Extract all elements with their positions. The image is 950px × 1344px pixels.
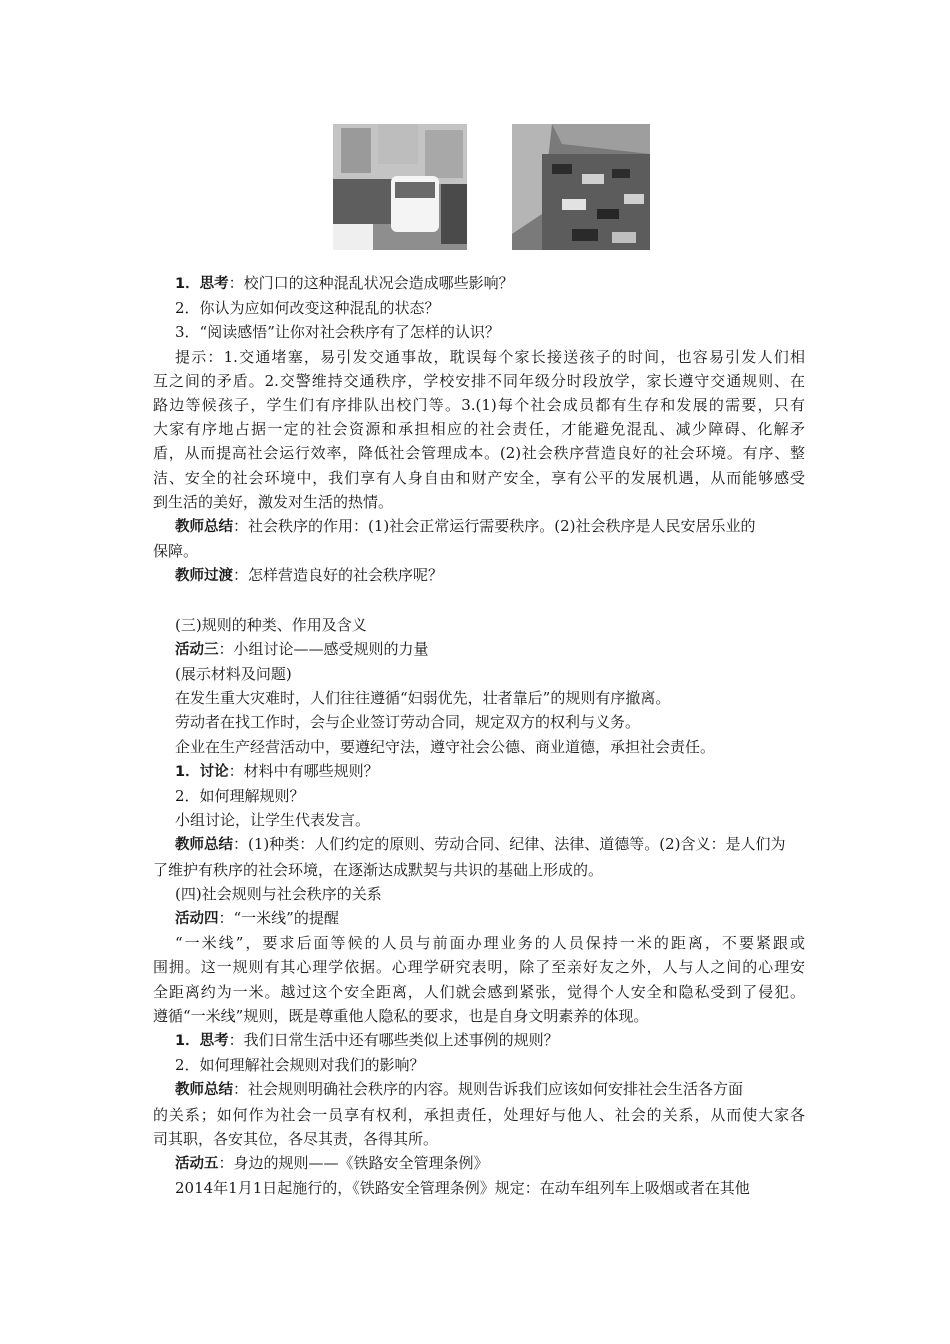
discuss-text: ：材料中有哪些规则？ (228, 761, 379, 780)
summary-line: 了维护有秩序的社会环境，在逐渐达成默契与共识的基础上形成的。 (153, 860, 604, 879)
hint-line: 路边等候孩子，学生们有序排队出校门等。3.(1)每个社会成员都有生存和发展的需要，只有 (153, 395, 805, 414)
summary-line: 保障。 (153, 542, 199, 561)
discussion-question (175, 759, 805, 784)
summary-label: 教师总结 (175, 837, 233, 854)
hint-line: 到生活的美好，激发对生活的热情。 (153, 492, 394, 511)
meter-line: “一米线”，要求后面等候的人员与前面办理业务的人员保持一米的距离，不要紧跟或 (175, 934, 805, 953)
influence-question: 2．如何理解社会规则对我们的影响？ (175, 1056, 425, 1075)
crowded-parking-photo (512, 124, 650, 250)
teacher-transition (175, 563, 805, 588)
summary-line: 司其职，各安其位，各尽其责，各得其所。 (153, 1129, 439, 1148)
teacher-summary-3 (175, 1077, 805, 1102)
discuss-label: 1．讨论 (175, 763, 229, 780)
hint-line: 盾，从而提高社会运行效率，降低社会管理成本。(2)社会秩序营造良好的社会环境。有序、整 (153, 444, 805, 463)
activity-text: ：身边的规则——《铁路安全管理条例》 (218, 1153, 489, 1172)
think-label: 1．思考 (175, 1032, 229, 1049)
summary-text: ：社会秩序的作用：(1)社会正常运行需要秩序。(2)社会秩序是人民安居乐业的 (233, 516, 756, 535)
photo-row (0, 124, 950, 250)
teacher-summary-2 (175, 832, 805, 857)
meter-line: 遵循“一米线”规则，既是尊重他人隐私的要求，也是自身文明素养的体现。 (153, 1006, 649, 1025)
activity-text: ：“一米线”的提醒 (218, 908, 339, 927)
transition-text: ：怎样营造良好的社会秩序呢？ (233, 566, 444, 585)
lesson-text (153, 271, 805, 1200)
hint-line: 洁、安全的社会环境中，我们享有人身自由和财产安全，享有公平的发展机遇，从而能够感受 (153, 468, 805, 487)
last-line: 2014年1月1日起施行的，《铁路安全管理条例》规定：在动车组列车上吸烟或者在其他 (175, 1179, 750, 1198)
transition-label: 教师过渡 (175, 568, 233, 585)
teacher-summary-1 (175, 514, 805, 539)
meter-line: 全距离约为一米。越过这个安全距离，人们就会感到紧张，觉得个人安全和隐私受到了侵犯。 (153, 982, 805, 1001)
material-note: (展示材料及问题) (175, 664, 292, 683)
question-2: 2．你认为应如何改变这种混乱的状态？ (175, 299, 440, 318)
think-label: 1．思考 (175, 276, 229, 292)
activity-4 (175, 906, 805, 931)
question-1 (175, 271, 805, 296)
summary-label: 教师总结 (175, 1082, 233, 1099)
summary-line: 的关系；如何作为社会一员享有权利，承担责任，处理好与他人、社会的关系，从而使大家各 (153, 1105, 805, 1124)
hint-line: 大家有序地占据一定的社会资源和承担相应的社会责任，才能避免混乱、减少障碍、化解矛 (153, 420, 805, 439)
summary-text: ：(1)种类：人们约定的原则、劳动合同、纪律、法律、道德等。(2)含义：是人们为 (233, 835, 786, 854)
activity-5 (175, 1151, 805, 1176)
understand-question: 2．如何理解规则？ (175, 786, 305, 805)
activity-3 (175, 637, 805, 662)
section-4-title: (四)社会规则与社会秩序的关系 (175, 884, 382, 903)
material-line: 劳动者在找工作时，会与企业签订劳动合同，规定双方的权利与义务。 (175, 713, 641, 732)
activity-label: 活动四 (175, 910, 219, 927)
meter-line: 围拥。这一规则有其心理学依据。心理学研究表明，除了至亲好友之外，人与人之间的心理安 (153, 958, 805, 977)
think-question-2 (175, 1028, 805, 1053)
section-3-title: (三)规则的种类、作用及含义 (175, 615, 367, 634)
activity-text: ：小组讨论——感受规则的力量 (218, 639, 429, 658)
hint-line: 提示：1.交通堵塞，易引发交通事故，耽误每个家长接送孩子的时间，也容易引发人们相 (175, 347, 805, 366)
think-text: ：我们日常生活中还有哪些类似上述事例的规则？ (228, 1030, 559, 1049)
summary-text: ：社会规则明确社会秩序的内容。规则告诉我们应该如何安排社会生活各方面 (233, 1080, 744, 1099)
question-1-text: ：校门口的这种混乱状况会造成哪些影响？ (228, 274, 514, 292)
summary-label: 教师总结 (175, 518, 233, 535)
spacer (175, 589, 805, 613)
hint-line: 互之间的矛盾。2.交警维持交通秩序，学校安排不同年级分时段放学，家长遵守交通规则、在 (153, 371, 805, 390)
school-gate-traffic-photo (333, 124, 467, 250)
activity-label: 活动三 (175, 641, 219, 658)
material-line: 企业在生产经营活动中，要遵纪守法，遵守社会公德、商业道德，承担社会责任。 (175, 737, 716, 756)
question-3: 3．“阅读感悟”让你对社会秩序有了怎样的认识？ (175, 323, 500, 342)
activity-label: 活动五 (175, 1155, 219, 1172)
material-line: 在发生重大灾难时，人们往往遵循“妇弱优先，壮者靠后”的规则有序撤离。 (175, 689, 671, 708)
group-note: 小组讨论，让学生代表发言。 (175, 811, 371, 830)
